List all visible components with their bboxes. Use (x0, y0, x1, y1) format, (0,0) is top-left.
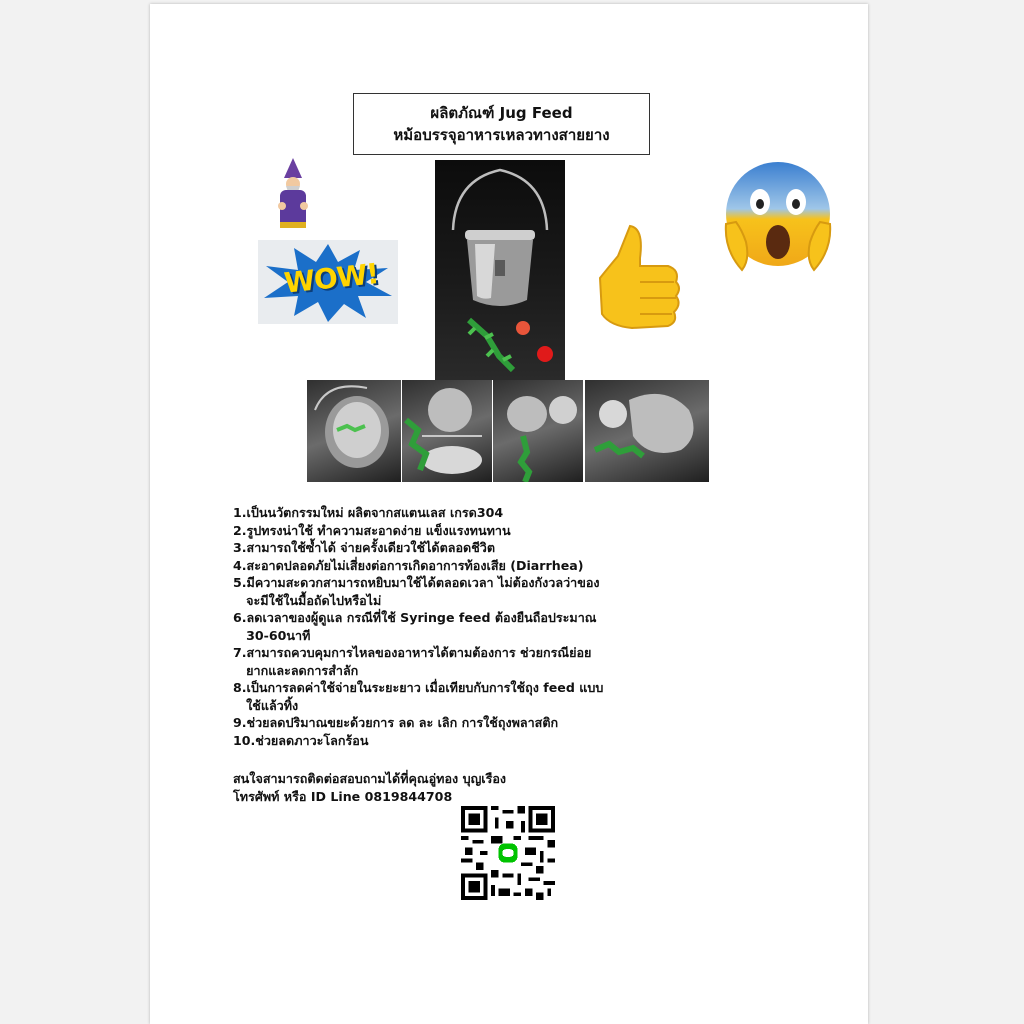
pot-side-icon (493, 380, 583, 482)
title-line-2: หม้อบรรจุอาหารเหลวทางสายยาง (393, 126, 610, 144)
product-photo-thumb-3 (493, 380, 583, 482)
pot-tilted-icon (585, 380, 709, 482)
title-box (353, 93, 650, 155)
main-product-photo (435, 160, 565, 380)
product-photo-thumb-4 (585, 380, 709, 482)
list-item: 3.สามารถใช้ซ้ำได้ จ่ายครั้งเดียวใช้ได้ตลอดชีวิต (233, 540, 496, 555)
list-item: 10.ช่วยลดภาวะโลกร้อน (233, 732, 369, 748)
list-item: 8.เป็นการลดค่าใช้จ่ายในระยะยาว เมื่อเทียบกับการใช้ถุง feed แบบ ใช้แล้วทิ้ง (233, 680, 604, 713)
wizard-figure-icon (268, 156, 318, 234)
stainless-pot-icon (435, 160, 565, 380)
title-line-1: ผลิตภัณฑ์ Jug Feed (430, 104, 573, 122)
list-item: 6.ลดเวลาของผู้ดูแล กรณีที่ใช้ Syringe feed ต้องยืนถือประมาณ 30-60นาที (233, 610, 597, 643)
list-item: 7.สามารถควบคุมการไหลของอาหารได้ตามต้องการ ช่วยกรณีย่อย ยากและลดการสำลัก (233, 645, 592, 678)
list-item: 2.รูปทรงน่าใช้ ทำความสะอาดง่าย แข็งแรงทนทาน (233, 522, 511, 538)
list-item: 5.มีความสะดวกสามารถหยิบมาใช้ได้ตลอดเวลา ไม่ต้องกังวลว่าของ จะมีใช้ในมื้อถัดไปหรือไม่ (233, 575, 600, 608)
product-photo-thumb-2 (402, 380, 492, 482)
list-item: 9.ช่วยลดปริมาณขยะด้วยการ ลด ละ เลิก การใช้ถุงพลาสติก (233, 715, 559, 730)
contact-info (233, 770, 506, 805)
line-qr-code[interactable] (461, 806, 555, 900)
product-photo-thumb-1 (307, 380, 401, 482)
wow-sticker (258, 240, 398, 324)
pot-with-lid-icon (402, 380, 492, 482)
list-item: 1.เป็นนวัตกรรมใหม่ ผลิตจากสแตนเลส เกรด304 (233, 505, 504, 520)
thumbs-up-icon (592, 222, 684, 342)
wow-text: WOW! (282, 257, 380, 300)
contact-line-2: โทรศัพท์ หรือ ID Line 0819844708 (233, 788, 453, 804)
screaming-face-icon (720, 160, 836, 276)
list-item: 4.สะอาดปลอดภัยไม่เสี่ยงต่อการเกิดอาการท้องเสีย (Diarrhea) (233, 557, 584, 573)
contact-line-1: สนใจสามารถติดต่อสอบถามได้ที่คุณอู่ทอง บุญเรือง (233, 771, 507, 786)
feature-list (233, 504, 693, 749)
open-pot-icon (307, 380, 401, 482)
document-page (150, 4, 868, 1024)
